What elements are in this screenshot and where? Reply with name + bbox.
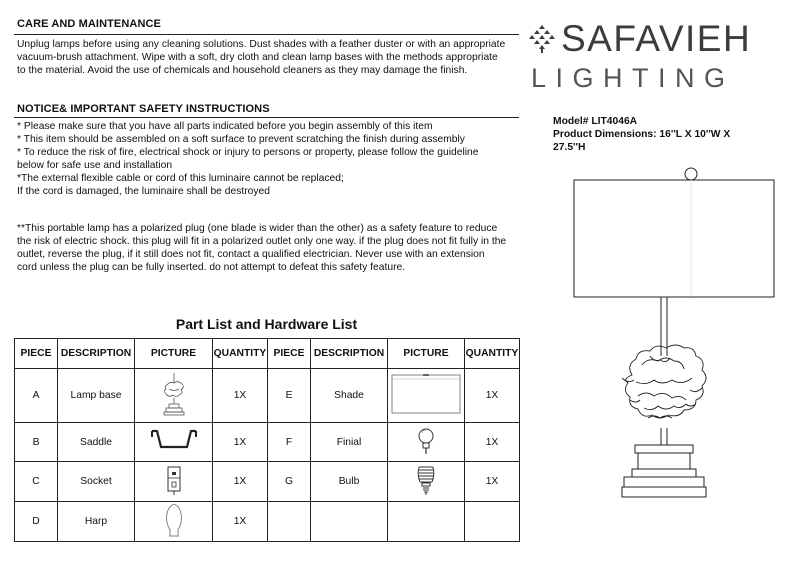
plug-line: outlet, reverse the plug, if it still does not fit, contact a qualified electrician. Never use with an extension — [17, 249, 485, 260]
product-dimensions: Product Dimensions: 16''L X 10''W X — [553, 129, 731, 140]
table-row — [15, 369, 520, 423]
piece-cell: A — [15, 369, 58, 423]
header-quantity: QUANTITY — [213, 339, 268, 369]
notice-line: * Please make sure that you have all parts indicated before you begin assembly of this item — [17, 121, 433, 132]
saddle-icon — [149, 427, 199, 455]
piece-cell: B — [15, 423, 58, 462]
notice-line: * To reduce the risk of fire, electrical shock or injury to persons or property, please follow the guideline — [17, 147, 479, 158]
shade-icon — [390, 371, 462, 417]
care-line: Unplug lamps before using any cleaning solutions. Dust shades with a feather duster or with an appropriate — [17, 39, 506, 50]
notice-line: below for safe use and installation — [17, 160, 173, 171]
notice-line: If the cord is damaged, the luminaire shall be destroyed — [17, 186, 270, 197]
quantity-cell — [465, 502, 520, 542]
description-cell: Lamp base — [58, 369, 135, 423]
plug-line: cord unless the plug can be fully inserted. do not attempt to defeat this safety feature. — [17, 262, 406, 273]
lamp-base — [622, 445, 706, 497]
header-picture: PICTURE — [388, 339, 465, 369]
quantity-cell: 1X — [465, 369, 520, 423]
piece-cell: E — [268, 369, 311, 423]
lamp-finial — [685, 168, 697, 180]
table-row — [15, 502, 520, 542]
description-cell: Harp — [58, 502, 135, 542]
care-heading: CARE AND MAINTENANCE — [17, 18, 161, 30]
quantity-cell: 1X — [465, 462, 520, 502]
brand-subtitle: LIGHTING — [531, 63, 735, 93]
header-quantity: QUANTITY — [465, 339, 520, 369]
product-dimensions-height: 27.5''H — [553, 142, 586, 153]
piece-cell: F — [268, 423, 311, 462]
picture-cell — [388, 423, 465, 462]
lamp-illustration — [560, 160, 790, 510]
lamp-base-icon — [159, 371, 189, 417]
table-row — [15, 423, 520, 462]
header-picture: PICTURE — [135, 339, 213, 369]
description-cell — [311, 502, 388, 542]
lamp-body-ornament — [622, 345, 706, 418]
description-cell: Finial — [311, 423, 388, 462]
description-cell: Socket — [58, 462, 135, 502]
notice-line: * This item should be assembled on a soft surface to prevent scratching the finish during assembly — [17, 134, 465, 145]
bulb-icon — [415, 463, 437, 497]
finial-icon — [416, 426, 436, 456]
care-line: to the material. Avoid the use of chemicals and household cleaners as they may damage the finish. — [17, 65, 468, 76]
quantity-cell: 1X — [213, 423, 268, 462]
header-description: DESCRIPTION — [58, 339, 135, 369]
picture-cell — [388, 369, 465, 423]
parts-table — [14, 338, 520, 542]
notice-heading: NOTICE& IMPORTANT SAFETY INSTRUCTIONS — [17, 103, 270, 115]
picture-cell — [135, 423, 213, 462]
notice-text — [17, 120, 479, 198]
socket-icon — [164, 464, 184, 496]
plug-line: the risk of electric shock. this plug will fit in a polarized outlet only one way. if the plug does not fit fully in the — [17, 236, 507, 247]
plug-line: **This portable lamp has a polarized plug (one blade is wider than the other) as a safety feature to reduce — [17, 223, 498, 234]
quantity-cell: 1X — [213, 369, 268, 423]
harp-icon — [163, 502, 185, 538]
piece-cell — [268, 502, 311, 542]
chandelier-logo-icon — [526, 24, 558, 54]
parts-header-row — [15, 339, 520, 369]
picture-cell — [135, 502, 213, 542]
quantity-cell: 1X — [213, 502, 268, 542]
care-line: vacuum-brush attachment. Wipe with a soft, dry cloth and clean lamp bases with the methods appropriate — [17, 52, 498, 63]
lamp-shade — [574, 180, 774, 297]
picture-cell — [135, 369, 213, 423]
care-text — [17, 38, 505, 77]
header-description: DESCRIPTION — [311, 339, 388, 369]
picture-cell — [388, 502, 465, 542]
description-cell: Saddle — [58, 423, 135, 462]
care-divider — [14, 34, 519, 35]
model-number: Model# LIT4046A — [553, 116, 638, 127]
header-piece: PIECE — [268, 339, 311, 369]
quantity-cell: 1X — [213, 462, 268, 502]
description-cell: Bulb — [311, 462, 388, 502]
piece-cell: D — [15, 502, 58, 542]
piece-cell: C — [15, 462, 58, 502]
quantity-cell: 1X — [465, 423, 520, 462]
notice-divider — [14, 117, 519, 118]
product-info — [553, 115, 730, 154]
header-piece: PIECE — [15, 339, 58, 369]
description-cell: Shade — [311, 369, 388, 423]
picture-cell — [135, 462, 213, 502]
picture-cell — [388, 462, 465, 502]
piece-cell: G — [268, 462, 311, 502]
notice-line: *The external flexible cable or cord of this luminaire cannot be replaced; — [17, 173, 344, 184]
parts-title: Part List and Hardware List — [175, 316, 358, 332]
brand-name: SAFAVIEH — [561, 18, 752, 59]
plug-warning — [17, 222, 506, 274]
table-row — [15, 462, 520, 502]
